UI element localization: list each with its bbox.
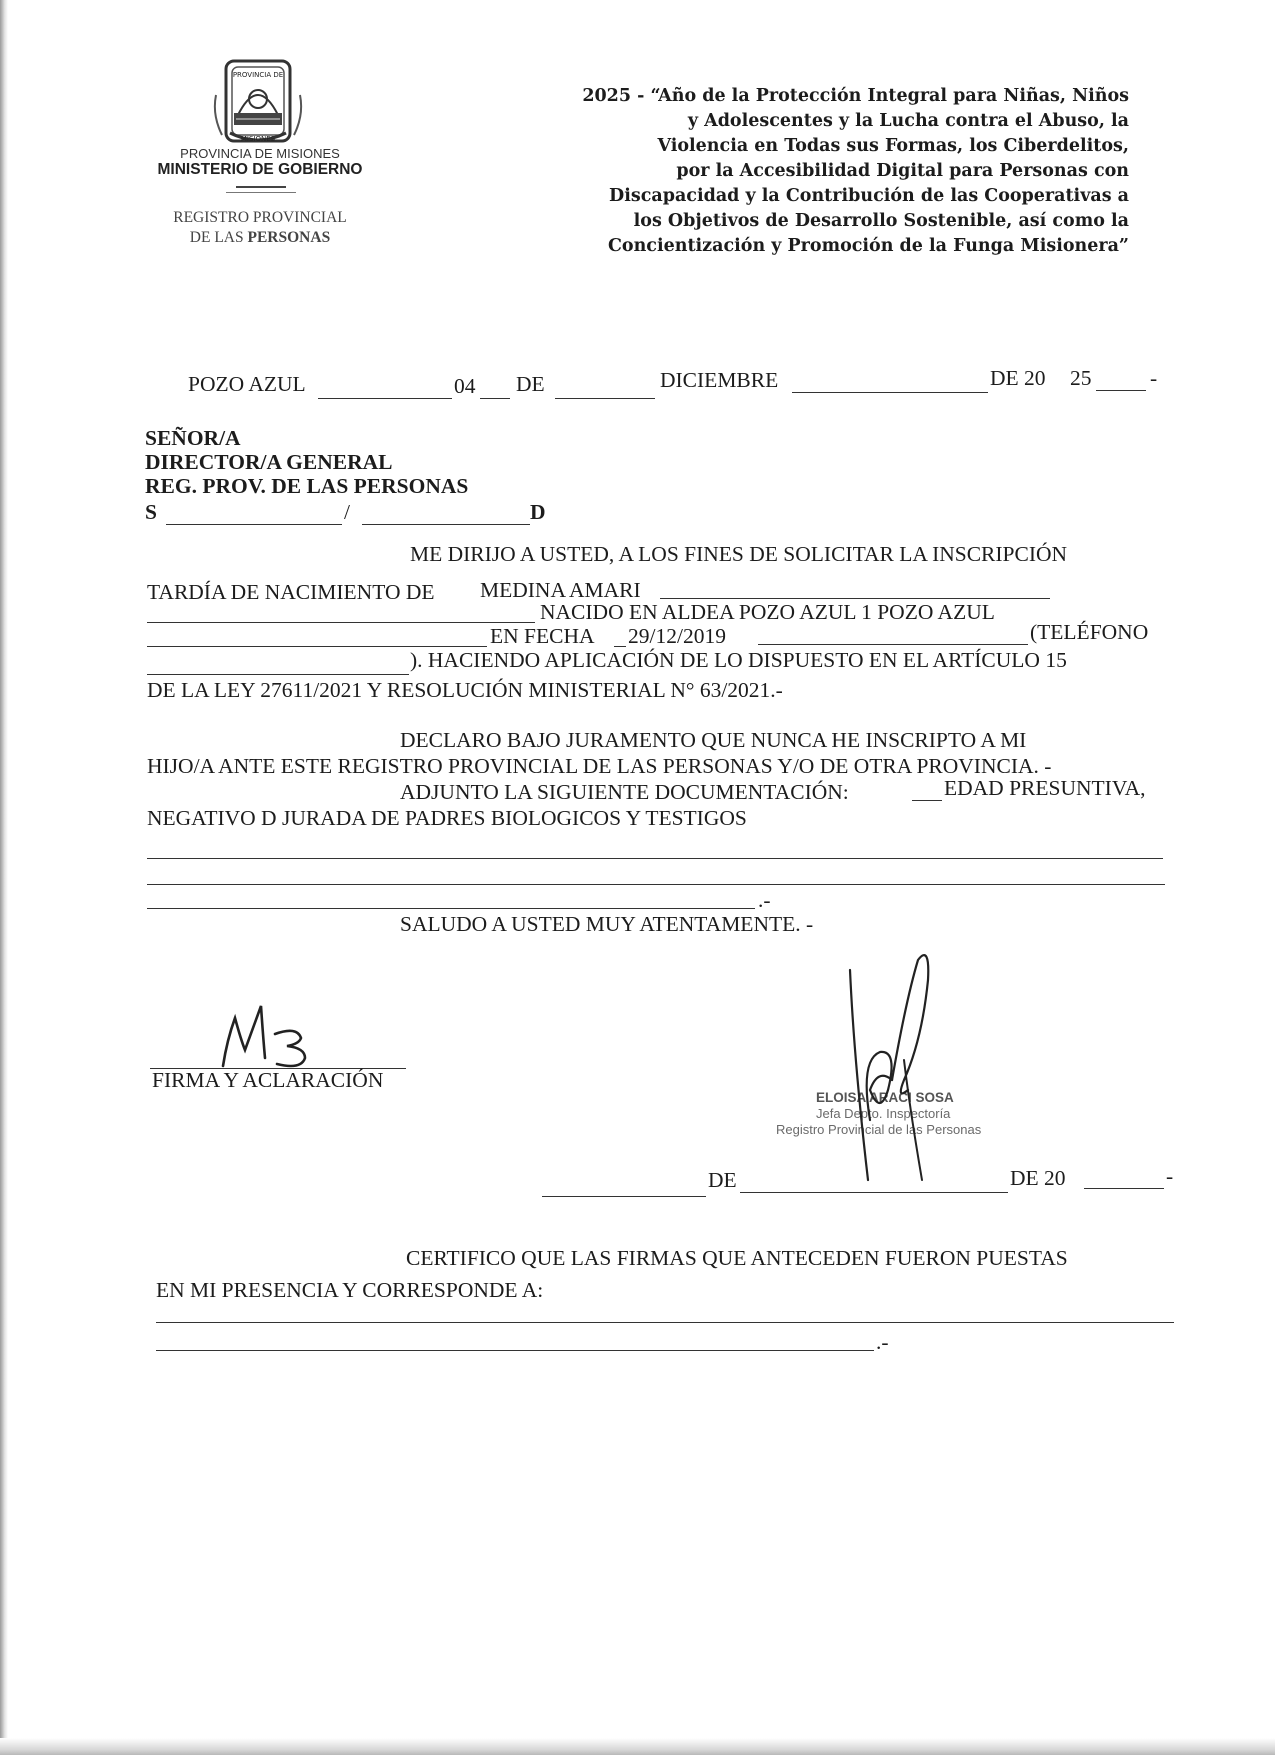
date-de-label: DE	[516, 372, 545, 396]
year-field[interactable]: 25	[1070, 366, 1092, 390]
month-field[interactable]: DICIEMBRE	[660, 368, 779, 392]
salutation-closing: SALUDO A USTED MUY ATENTAMENTE. -	[400, 912, 814, 936]
addressee-salutation: SEÑOR/A	[145, 426, 241, 450]
attachments-label: ADJUNTO LA SIGUIENTE DOCUMENTACIÓN:	[400, 780, 849, 804]
second-year-label: DE 20	[1010, 1166, 1066, 1190]
svg-text:MB: MB	[205, 1000, 207, 1001]
birthplace-field[interactable]: NACIDO EN ALDEA POZO AZUL 1 POZO AZUL	[540, 600, 995, 624]
ministry-underline	[236, 186, 286, 188]
provincial-crest-icon	[212, 55, 304, 147]
birth-date-field[interactable]: 29/12/2019	[628, 624, 726, 648]
addressee-d: D	[530, 500, 546, 524]
signature-label: FIRMA Y ACLARACIÓN	[152, 1068, 384, 1092]
request-line-6: DE LA LEY 27611/2021 Y RESOLUCIÓN MINISTERIAL N° 63/2021.-	[147, 678, 783, 702]
official-stamp: ELOISA ARACI SOSA Jefa Depto. Inspectoría Registro Provincial de las Personas	[776, 1090, 982, 1137]
attachment-item-2[interactable]: NEGATIVO D JURADA DE PADRES BIOLOGICOS Y TESTIGOS	[147, 806, 747, 830]
svg-text:PROVINCIA DE: PROVINCIA DE	[232, 71, 284, 79]
certification-line-1: CERTIFICO QUE LAS FIRMAS QUE ANTECEDEN FUERON PUESTAS	[406, 1246, 1068, 1270]
svg-text:MISIONES: MISIONES	[240, 135, 276, 143]
request-line-1: ME DIRIJO A USTED, A LOS FINES DE SOLICITAR LA INSCRIPCIÓN	[410, 542, 1068, 566]
scan-left-edge	[0, 0, 8, 1755]
official-signature	[830, 940, 950, 1200]
certification-line-2: EN MI PRESENCIA Y CORRESPONDE A:	[156, 1278, 544, 1302]
child-name-field[interactable]: MEDINA AMARI	[480, 578, 641, 602]
official-year-motto: 2025 - “Año de la Protección Integral para Niñas, Niños y Adolescentes y la Lucha contra el Abuso, la Violencia en Todas sus Formas, los Ciberdelitos, por la Accesibilidad Digital para Personas con Discapacidad y la Contribución de las Cooperativas a los Objetivos de Desarrollo Sostenible, así como la Concientización y Promoción de la Funga Misionera”	[582, 86, 1129, 256]
addressee-title: DIRECTOR/A GENERAL	[145, 450, 393, 474]
phone-label: (TELÉFONO	[1030, 620, 1149, 644]
addressee-s: S	[145, 500, 157, 524]
ministry-name: MINISTERIO DE GOBIERNO	[157, 161, 363, 178]
place-field[interactable]: POZO AZUL	[188, 372, 306, 396]
applicant-signature	[205, 1000, 355, 1072]
second-date-de-label: DE	[708, 1168, 737, 1192]
addressee-office: REG. PROV. DE LAS PERSONAS	[145, 474, 469, 498]
declaration-line-1: DECLARO BAJO JURAMENTO QUE NUNCA HE INSCRIPTO A MI	[400, 728, 1027, 752]
registry-name: REGISTRO PROVINCIAL DE LAS PERSONAS	[173, 209, 347, 246]
request-line-5: ). HACIENDO APLICACIÓN DE LO DISPUESTO EN EL ARTÍCULO 15	[410, 648, 1067, 672]
declaration-line-2: HIJO/A ANTE ESTE REGISTRO PROVINCIAL DE LAS PERSONAS Y/O DE OTRA PROVINCIA. -	[147, 754, 1052, 778]
request-line-2: TARDÍA DE NACIMIENTO DE	[147, 580, 435, 604]
attachment-item-1[interactable]: EDAD PRESUNTIVA,	[944, 776, 1146, 800]
birth-date-label: EN FECHA	[490, 624, 595, 648]
year-prefix-label: DE 20	[990, 366, 1046, 390]
day-field[interactable]: 04	[454, 374, 476, 398]
province-name: PROVINCIA DE MISIONES	[180, 146, 340, 161]
scan-bottom-edge	[0, 1738, 1275, 1755]
